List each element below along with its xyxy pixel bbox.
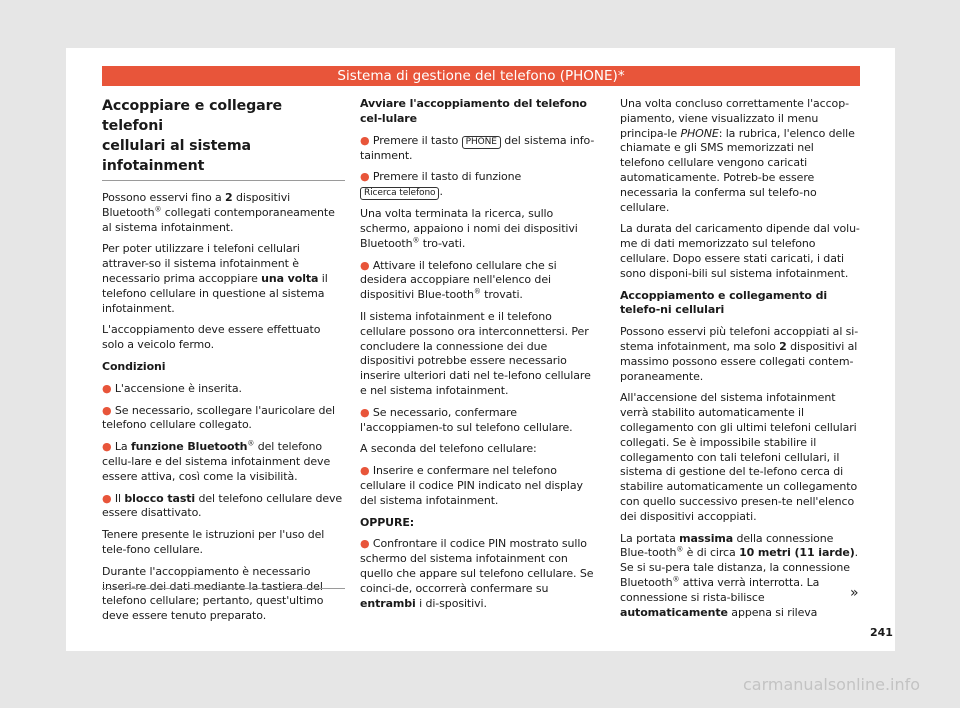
bullet-item: ● Se necessario, scollegare l'auricolare del telefono cellulare collegato. [102, 403, 335, 432]
bullet-item: ● Premere il tasto PHONE del sistema info-tainment. [360, 133, 595, 162]
bullet-item: ● Attivare il telefono cellulare che si desidera accoppiare nell'elenco dei dispositivi Blue-tooth® trovati. [360, 258, 557, 302]
bullet-item: ● Premere il tasto di funzione Ricerca telefono . [360, 170, 522, 199]
bullet-item: ● Confrontare il codice PIN mostrato sullo schermo del sistema infotainment con quello che appare sul telefono cellulare. Se coinci-de, occorrerà confermare su entrambi i di-spositivi. [360, 537, 594, 610]
bullet-icon: ● [102, 491, 112, 505]
subheading: Accoppiamento e collegamento di telefo-ni cellulari [620, 288, 828, 317]
phone-key: PHONE [462, 136, 501, 149]
paragraph: Una volta terminata la ricerca, sullo schermo, appaiono i nomi dei dispositivi Bluetooth® tro-vati. [360, 207, 578, 250]
subheading: OPPURE: [360, 515, 415, 529]
continue-arrow-icon: » [850, 585, 859, 601]
paragraph: Durante l'accoppiamento è necessario inseri-re dei dati mediante la tastiera del telefono cellulare; pertanto, quest'ultimo deve essere tenuto preparato. [102, 564, 324, 623]
section-title [102, 96, 345, 181]
title-line-1: Accoppiare e collegare telefoni [102, 98, 283, 134]
paragraph: Per poter utilizzare i telefoni cellulari attraver-so il sistema infotainment è necessario prima accoppiare una volta il telefono cellulare in questione al sistema infotainment. [102, 242, 328, 315]
bullet-icon: ● [102, 403, 112, 417]
bullet-icon: ● [360, 405, 370, 419]
bullet-item: ● Se necessario, confermare l'accoppiamen-to sul telefono cellulare. [360, 405, 573, 434]
bullet-icon: ● [360, 537, 370, 551]
watermark: carmanualsonline.info [743, 675, 921, 694]
page-number: 241 [870, 626, 893, 639]
paragraph: Possono esservi fino a 2 dispositivi Bluetooth® collegati contemporaneamente al sistema infotainment. [102, 191, 335, 234]
divider [102, 588, 345, 589]
bullet-icon: ● [360, 258, 370, 272]
bullet-item: ● L'accensione è inserita. [102, 381, 242, 395]
bullet-icon: ● [102, 440, 112, 454]
bullet-icon: ● [360, 170, 370, 184]
search-phone-key: Ricerca telefono [360, 187, 439, 200]
title-line-2: cellulari al sistema infotainment [102, 138, 251, 174]
paragraph: Il sistema infotainment e il telefono cellulare possono ora interconnettersi. Per concludere la connessione dei due dispositivi potrebbe essere necessario inserire ulteriori dati nel te-lefono cellulare e nel sistema infotainment. [360, 309, 591, 397]
paragraph: La portata massima della connessione Blue-tooth® è di circa 10 metri (11 iarde). Se si su-pera tale distanza, la connessione Bluetooth® attiva verrà interrotta. La connessione si rista-bilisce automaticamente appena si rileva [620, 531, 859, 619]
subheading: Condizioni [102, 359, 166, 373]
column-left [102, 96, 345, 631]
bullet-icon: ● [360, 133, 370, 147]
paragraph: L'accoppiamento deve essere effettuato solo a veicolo fermo. [102, 323, 321, 352]
bullet-item: ● La funzione Bluetooth® del telefono cellu-lare e del sistema infotainment deve essere attiva, così come la visibilità. [102, 439, 331, 483]
section-header: Sistema di gestione del telefono (PHONE)* [102, 66, 860, 86]
subheading: Avviare l'accoppiamento del telefono cel-lulare [360, 97, 587, 125]
bullet-icon: ● [102, 381, 112, 395]
column-middle [360, 97, 600, 618]
paragraph: Possono esservi più telefoni accoppiati al si-stema infotainment, ma solo 2 dispositivi al massimo possono essere collegati contem-poraneamente. [620, 325, 859, 383]
bullet-item: ● Il blocco tasti del telefono cellulare deve essere disattivato. [102, 491, 343, 520]
paragraph: Tenere presente le istruzioni per l'uso del tele-fono cellulare. [102, 528, 325, 556]
column-right [620, 97, 860, 627]
paragraph: La durata del caricamento dipende dal volu-me di dati memorizzato sul telefono cellulare. Dopo essere stati caricati, i dati sono disponi-bili sul sistema infotainment. [620, 222, 860, 280]
paragraph: A seconda del telefono cellulare: [360, 442, 537, 456]
paragraph: Una volta concluso correttamente l'accop-piamento, viene visualizzato il menu principa-le PHONE: la rubrica, l'elenco delle chiamate e gli SMS memorizzati nel telefono cellulare vengono caricati automaticamente. Potreb-be essere necessaria la conferma sul telefo-no cellulare. [620, 97, 855, 214]
bullet-item: ● Inserire e confermare nel telefono cellulare il codice PIN indicato nel display del sistema infotainment. [360, 464, 583, 507]
bullet-icon: ● [360, 464, 370, 478]
paragraph: All'accensione del sistema infotainment verrà stabilito automaticamente il collegamento con gli ultimi telefoni cellulari collegati. Se è impossibile stabilire il collegamento con tali telefoni cellulari, il sistema di gestione del te-lefono cerca di stabilire automaticamente un collegamento con quello successivo presen-te nell'elenco dei dispositivi accoppiati. [620, 391, 858, 523]
